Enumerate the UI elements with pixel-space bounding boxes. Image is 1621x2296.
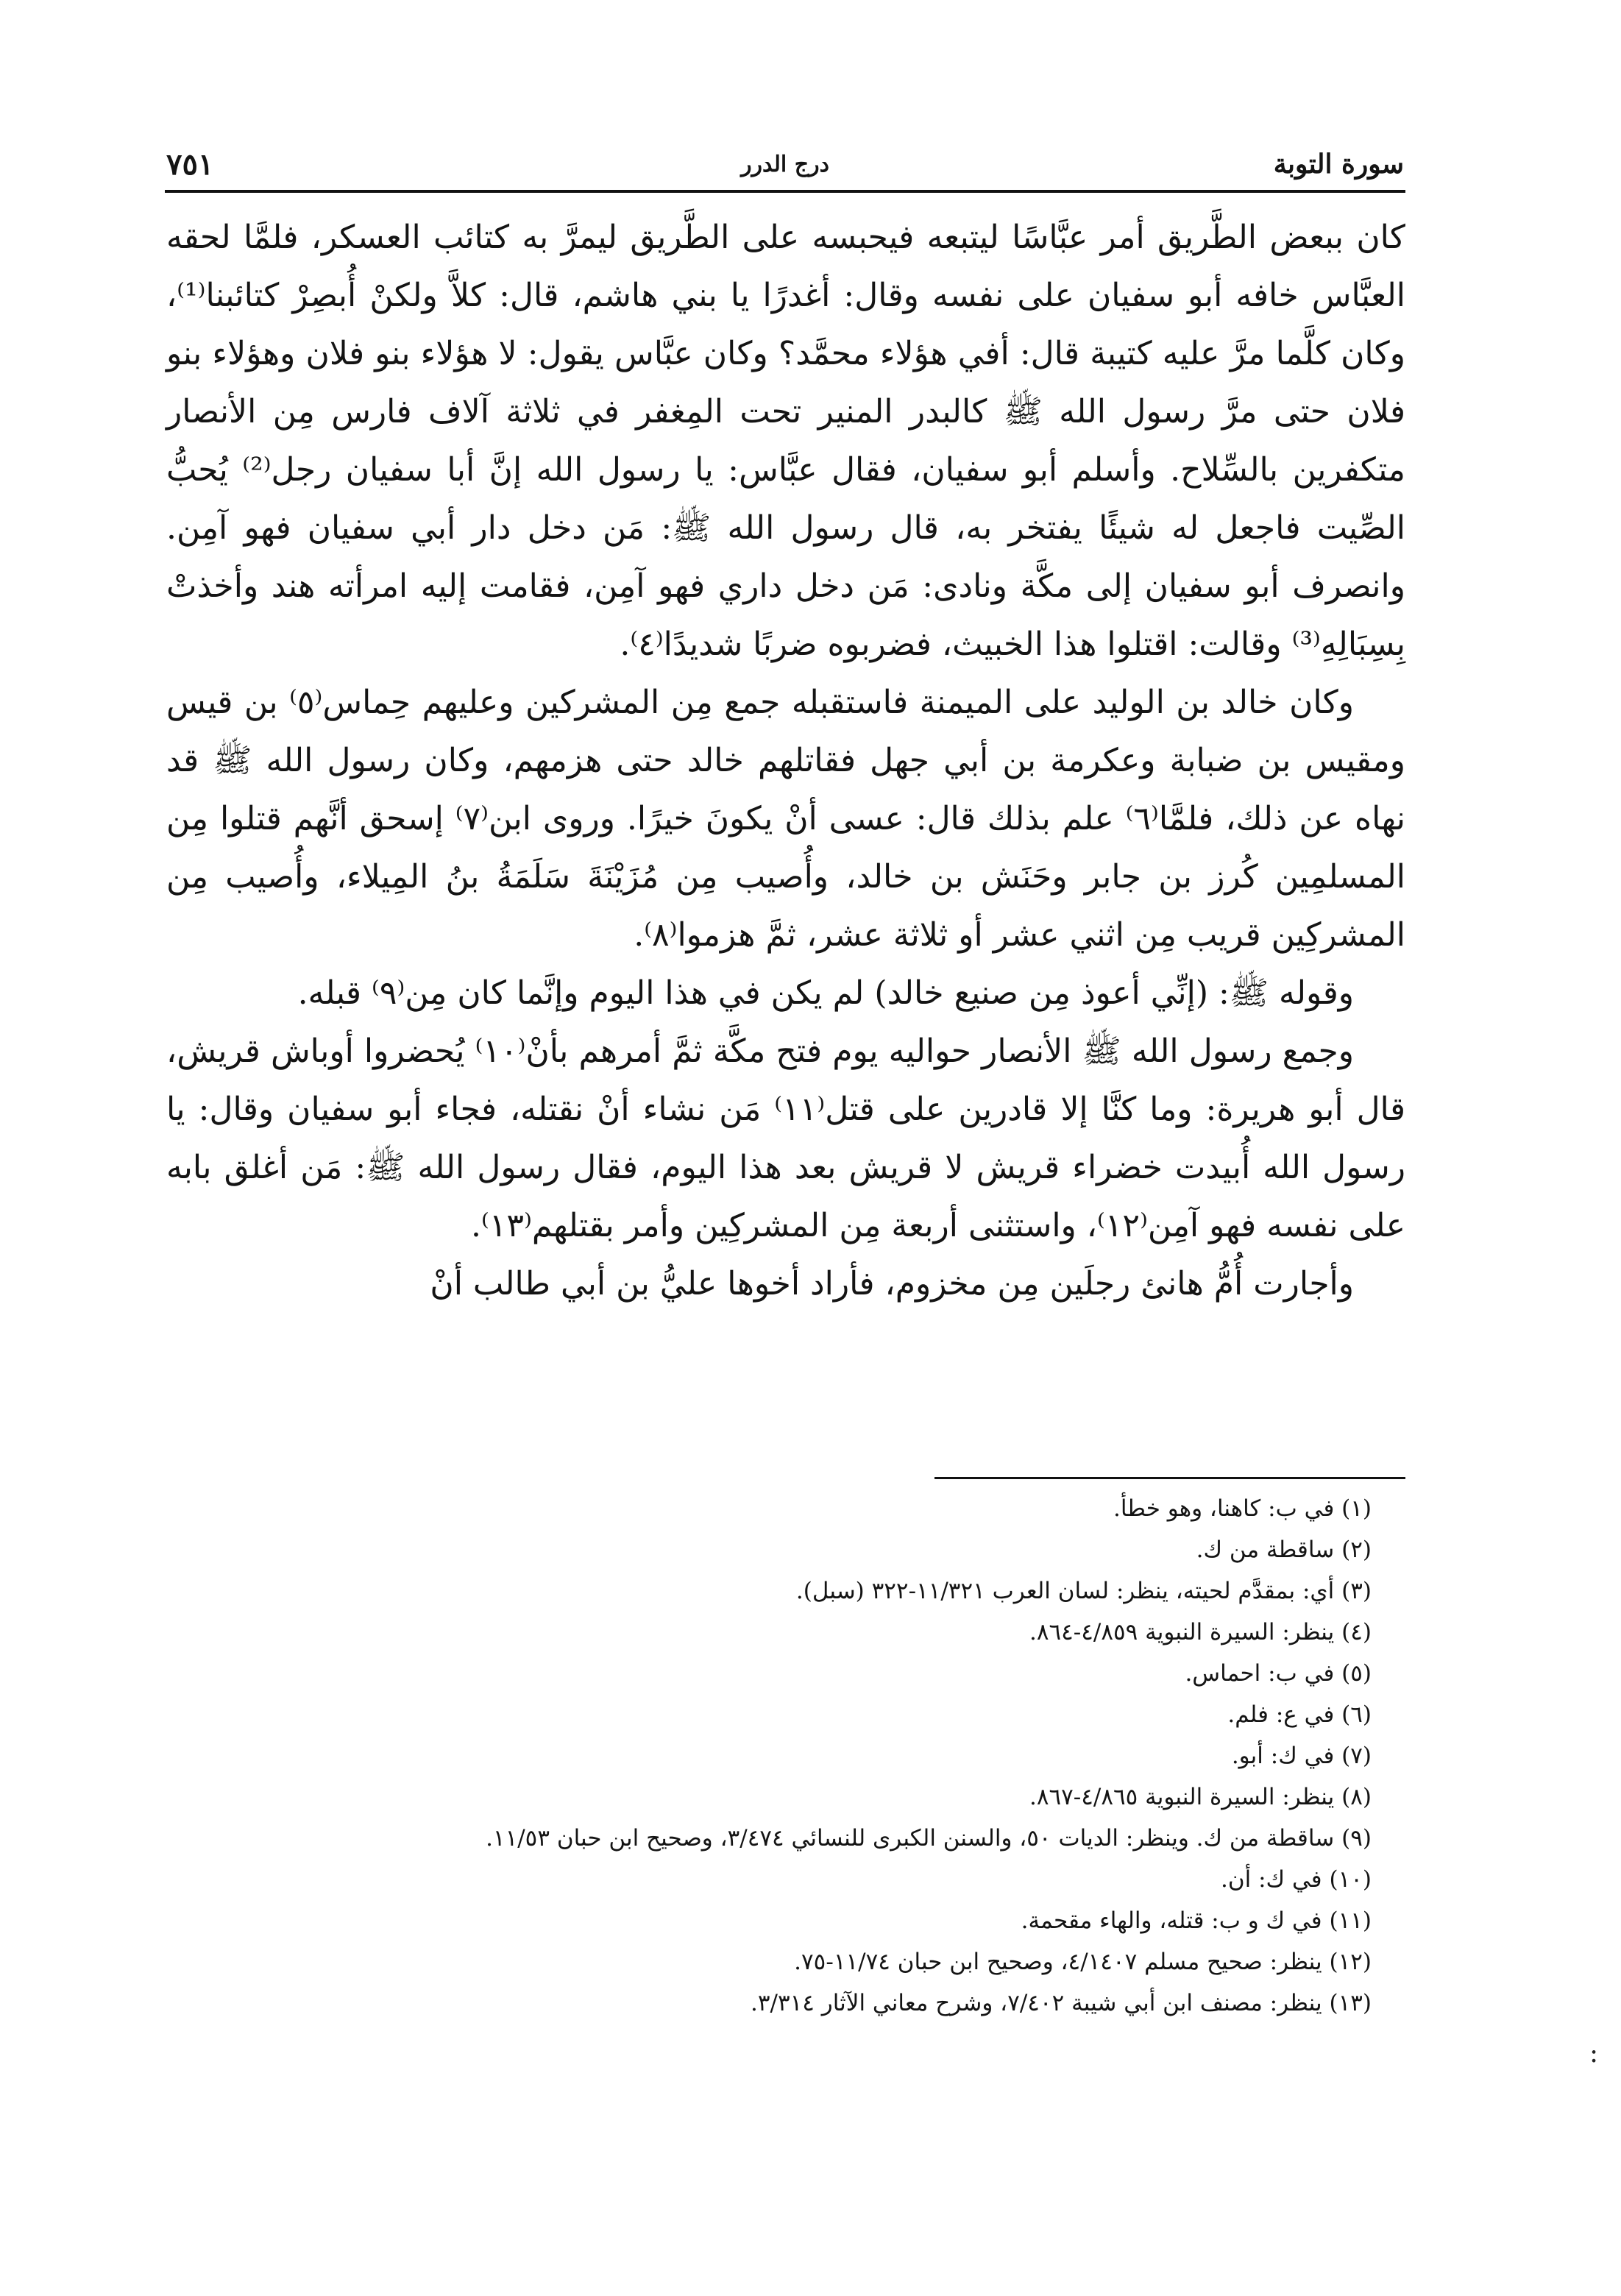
paragraph: وأجارت أُمُّ هانئ رجلَين مِن مخزوم، فأراد أخوها عليُّ بن أبي طالب أنْ bbox=[430, 1265, 1354, 1303]
book-title: درج الدرر bbox=[741, 152, 829, 177]
footnote: (٤) ينظر: السيرة النبوية ٤/٨٥٩-٨٦٤. bbox=[1029, 1619, 1372, 1645]
footnotes bbox=[166, 1488, 1405, 2024]
footnote: (١٢) ينظر: صحيح مسلم ٤/١٤٠٧، وصحيح ابن حبان ١١/٧٤-٧٥. bbox=[794, 1949, 1372, 1975]
paragraph: وقوله ﷺ: (إنِّي أعوذ مِن صنيع خالد) لم يكن في هذا اليوم وإنَّما كان مِن⁽٩⁾ قبله. bbox=[297, 974, 1354, 1012]
footnote-divider bbox=[934, 1477, 1405, 1479]
footnote: (٢) ساقطة من ك. bbox=[1196, 1537, 1372, 1563]
footnote: (٦) في ع: فلم. bbox=[1227, 1701, 1372, 1728]
footnote: (٧) في ك: أبو. bbox=[1231, 1743, 1372, 1769]
header-divider bbox=[165, 190, 1405, 193]
footnote: (١١) في ك و ب: قتله، والهاء مقحمة. bbox=[1021, 1907, 1372, 1934]
footnote: (٩) ساقطة من ك. وينظر: الديات ٥٠، والسنن الكبرى للنسائي ٣/٤٧٤، وصحيح ابن حبان ١١/٥٣. bbox=[486, 1825, 1372, 1852]
page-number: ٧٥١ bbox=[166, 147, 214, 182]
surah-title: سورة التوبة bbox=[1273, 149, 1404, 180]
paragraph: وجمع رسول الله ﷺ الأنصار حواليه يوم فتح مكَّة ثمَّ أمرهم بأنْ⁽١٠⁾ يُحضروا أوباش قريش، قال أبو هريرة: وما كنَّا إلا قادرين على قتل⁽١١⁾ مَن نشاء أنْ نقتله، فجاء أبو سفيان وقال: يا رسول الله أُبيدت خضراء قريش لا قريش بعد هذا اليوم، فقال رسول الله ﷺ: مَن أغلق بابه على نفسه فهو آمِن⁽١٢⁾، واستثنى أربعة مِن المشركِين وأمر بقتلهم⁽١٣⁾. bbox=[166, 1032, 1405, 1244]
scan-edge-mark: : bbox=[1589, 2038, 1599, 2069]
footnote: (١٠) في ك: أن. bbox=[1221, 1866, 1372, 1893]
footnote: (٨) ينظر: السيرة النبوية ٤/٨٦٥-٨٦٧. bbox=[1029, 1784, 1372, 1810]
main-text bbox=[166, 208, 1405, 1313]
footnote: (١) في ب: كاهنا، وهو خطأ. bbox=[1113, 1495, 1372, 1522]
paragraph: كان ببعض الطَّريق أمر عبَّاسًا ليتبعه فيحبسه على الطَّريق ليمرَّ به كتائب العسكر، فلمَّا لحقه العبَّاس خافه أبو سفيان على نفسه وقال: أغدرًا يا بني هاشم، قال: كلاَّ ولكنْ أُبصِرْ كتائبنا⁽¹⁾، وكان كلَّما مرَّ عليه كتيبة قال: أفي هؤلاء محمَّد؟ وكان عبَّاس يقول: لا هؤلاء بنو فلان وهؤلاء بنو فلان حتى مرَّ رسول الله ﷺ كالبدر المنير تحت المِغفر في ثلاثة آلاف فارس مِن الأنصار متكفرين بالسِّلاح. وأسلم أبو سفيان، فقال عبَّاس: يا رسول الله إنَّ أبا سفيان رجل⁽²⁾ يُحبُّ الصِّيت فاجعل له شيئًا يفتخر به، قال رسول الله ﷺ: مَن دخل دار أبي سفيان فهو آمِن. وانصرف أبو سفيان إلى مكَّة ونادى: مَن دخل داري فهو آمِن، فقامت إليه امرأته هند وأخذتْ بِسِبَالِهِ⁽³⁾ وقالت: اقتلوا هذا الخبيث، فضربوه ضربًا شديدًا⁽٤⁾. bbox=[166, 219, 1405, 663]
footnote: (٥) في ب: احماس. bbox=[1185, 1660, 1372, 1687]
footnote: (١٣) ينظر: مصنف ابن أبي شيبة ٧/٤٠٢، وشرح معاني الآثار ٣/٣١٤. bbox=[750, 1990, 1372, 2016]
paragraph: وكان خالد بن الوليد على الميمنة فاستقبله جمع مِن المشركين وعليهم حِماس⁽٥⁾ بن قيس ومقيس بن ضبابة وعكرمة بن أبي جهل فقاتلهم خالد حتى هزمهم، وكان رسول الله ﷺ قد نهاه عن ذلك، فلمَّا⁽٦⁾ علم بذلك قال: عسى أنْ يكونَ خيرًا. وروى ابن⁽٧⁾ إسحق أنَّهم قتلوا مِن المسلمِين كُرز بن جابر وحَنَش بن خالد، وأُصيب مِن مُزَيْنَةَ سَلَمَةُ بنُ المِيلاء، وأُصيب مِن المشركِين قريب مِن اثني عشر أو ثلاثة عشر، ثمَّ هزموا⁽٨⁾. bbox=[166, 684, 1405, 954]
running-header bbox=[166, 144, 1404, 188]
footnote: (٣) أي: بمقدَّم لحيته، ينظر: لسان العرب ١١/٣٢١-٣٢٢ (سبل). bbox=[795, 1578, 1372, 1604]
